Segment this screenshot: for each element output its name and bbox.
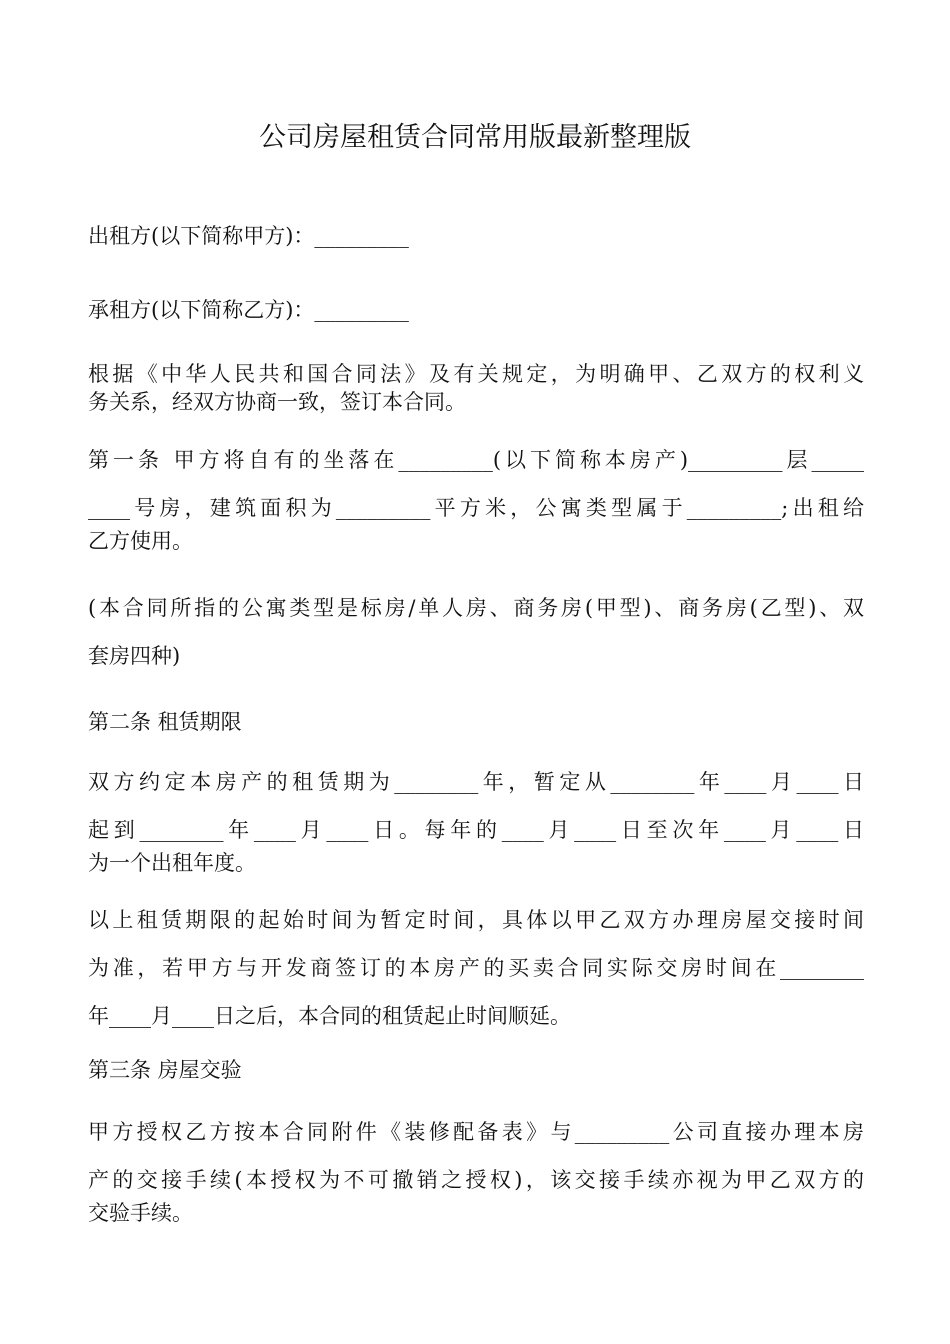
- text-line: 甲方授权乙方按本合同附件《装修配备表》与_________公司直接办理本房: [88, 1120, 864, 1144]
- preamble-paragraph: [88, 360, 864, 416]
- text-line: 根据《中华人民共和国合同法》及有关规定，为明确甲、乙双方的权利义: [88, 362, 864, 386]
- article-2-heading: [88, 708, 864, 736]
- text-line: 第二条 租赁期限: [88, 710, 242, 734]
- document-title: 公司房屋租赁合同常用版最新整理版: [259, 122, 691, 153]
- text-line: 以上租赁期限的起始时间为暂定时间，具体以甲乙双方办理房屋交接时间: [88, 908, 864, 932]
- text-line: 交验手续。: [88, 1201, 193, 1225]
- lease-start-paragraph: [88, 896, 864, 1040]
- text-line: 为一个出租年度。: [88, 851, 256, 875]
- lessee-line: [88, 296, 864, 324]
- text-line: 第一条 甲方将自有的坐落在_________(以下简称本房产)_________层_____: [88, 448, 864, 472]
- article-3-heading: [88, 1056, 864, 1084]
- text-line: 双方约定本房产的租赁期为________年，暂定从________年____月____日: [88, 770, 864, 794]
- text-line: 产的交接手续(本授权为不可撤销之授权)，该交接手续亦视为甲乙双方的: [88, 1168, 864, 1192]
- text-line: 套房四种): [88, 644, 181, 668]
- text-line: 出租方(以下简称甲方)：_________: [88, 224, 409, 248]
- text-line: 承租方(以下简称乙方)：_________: [88, 298, 409, 322]
- text-line: 起到________年____月____日。每年的____月____日至次年____月____日: [88, 818, 864, 842]
- text-line: 年____月____日之后，本合同的租赁起止时间顺延。: [88, 1004, 571, 1028]
- text-line: (本合同所指的公寓类型是标房/单人房、商务房(甲型)、商务房(乙型)、双: [88, 596, 864, 620]
- text-line: 务关系，经双方协商一致，签订本合同。: [88, 390, 466, 414]
- text-line: 乙方使用。: [88, 529, 193, 553]
- handover-paragraph: [88, 1108, 864, 1228]
- article-1-paragraph: [88, 436, 864, 556]
- lessor-line: [88, 222, 864, 250]
- lease-term-paragraph: [88, 758, 864, 878]
- text-line: ____号房，建筑面积为_________平方米，公寓类型属于_________;出租给: [88, 496, 864, 520]
- apartment-type-note: [88, 584, 864, 680]
- text-line: 第三条 房屋交验: [88, 1058, 242, 1082]
- text-line: 为准，若甲方与开发商签订的本房产的买卖合同实际交房时间在________: [88, 956, 864, 980]
